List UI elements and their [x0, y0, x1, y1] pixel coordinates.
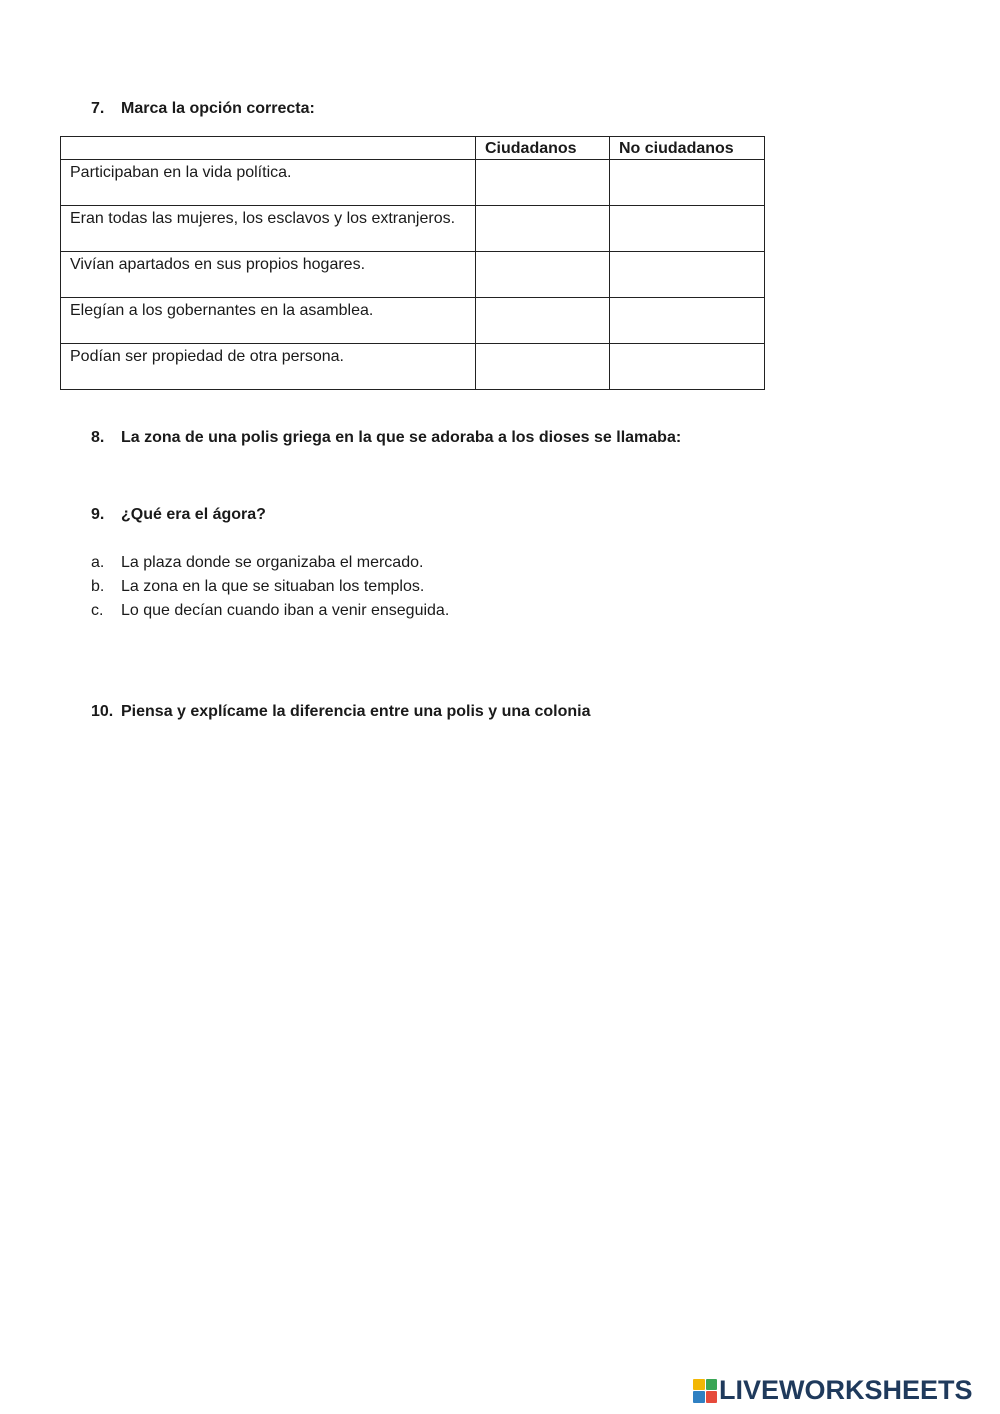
ciudadanos-check-cell[interactable] [476, 206, 610, 252]
no-ciudadanos-check-cell[interactable] [610, 298, 765, 344]
header-ciudadanos: Ciudadanos [476, 137, 610, 160]
option-text: La plaza donde se organizaba el mercado. [121, 554, 424, 571]
question-text: ¿Qué era el ágora? [121, 506, 266, 523]
no-ciudadanos-check-cell[interactable] [610, 252, 765, 298]
header-no-ciudadanos: No ciudadanos [610, 137, 765, 160]
question-number: 10. [91, 703, 114, 720]
option-letter: c. [91, 602, 104, 619]
option-a[interactable] [91, 553, 449, 577]
liveworksheets-logo-icon [693, 1379, 717, 1403]
statement-cell: Elegían a los gobernantes en la asamblea. [61, 298, 476, 344]
answer-table [60, 136, 765, 390]
question-number: 8. [91, 429, 105, 446]
answer-options [91, 553, 449, 625]
question-text: La zona de una polis griega en la que se adoraba a los dioses se llamaba: [121, 429, 682, 446]
logo-square-l [693, 1379, 705, 1391]
table-row [61, 160, 765, 206]
logo-square-v [693, 1391, 705, 1403]
no-ciudadanos-check-cell[interactable] [610, 160, 765, 206]
option-letter: a. [91, 554, 105, 571]
table-row [61, 252, 765, 298]
question-8 [91, 429, 681, 447]
question-number: 9. [91, 506, 105, 523]
option-letter: b. [91, 578, 105, 595]
option-b[interactable] [91, 577, 449, 601]
option-text: Lo que decían cuando iban a venir enseguida. [121, 602, 450, 619]
question-number: 7. [91, 100, 105, 117]
question-9 [91, 506, 266, 524]
table-row [61, 298, 765, 344]
option-text: La zona en la que se situaban los templos. [121, 578, 425, 595]
ciudadanos-check-cell[interactable] [476, 344, 610, 390]
statement-cell: Vivían apartados en sus propios hogares. [61, 252, 476, 298]
statement-cell: Participaban en la vida política. [61, 160, 476, 206]
question-text: Marca la opción correcta: [121, 100, 315, 117]
logo-text: LIVEWORKSHEETS [719, 1375, 973, 1405]
logo-square-e [706, 1391, 718, 1403]
ciudadanos-check-cell[interactable] [476, 252, 610, 298]
question-text: Piensa y explícame la diferencia entre una polis y una colonia [121, 703, 591, 720]
statement-cell: Eran todas las mujeres, los esclavos y los extranjeros. [61, 206, 476, 252]
logo-square-i [706, 1379, 718, 1391]
ciudadanos-check-cell[interactable] [476, 298, 610, 344]
no-ciudadanos-check-cell[interactable] [610, 206, 765, 252]
header-empty [61, 137, 476, 160]
table-row [61, 344, 765, 390]
statement-cell: Podían ser propiedad de otra persona. [61, 344, 476, 390]
question-10 [91, 703, 591, 721]
liveworksheets-logo [693, 1375, 973, 1406]
question-7 [91, 100, 315, 118]
ciudadanos-check-cell[interactable] [476, 160, 610, 206]
table-header-row [61, 137, 765, 160]
table-row [61, 206, 765, 252]
no-ciudadanos-check-cell[interactable] [610, 344, 765, 390]
option-c[interactable] [91, 601, 449, 625]
